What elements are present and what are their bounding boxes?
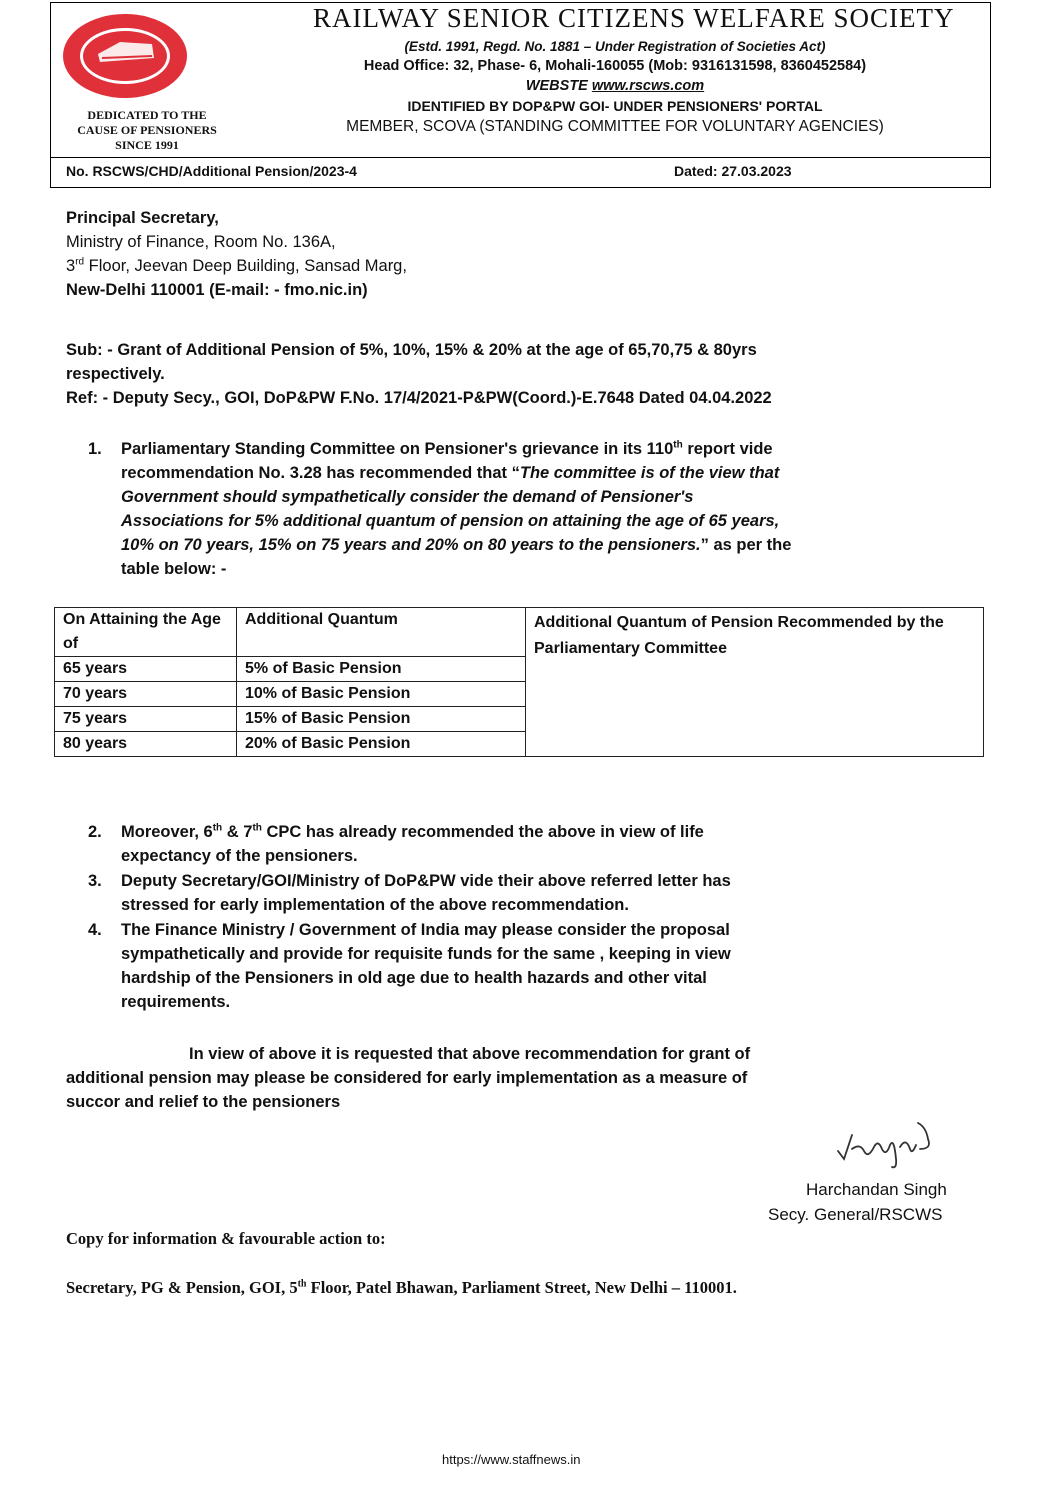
subject-line: respectively. bbox=[66, 365, 165, 383]
text-part: 3 bbox=[66, 257, 76, 275]
subject-line: Sub: - Grant of Additional Pension of 5%, 10%, 15% & 20% at the age of 65,70,75 & 80yrs bbox=[66, 341, 757, 359]
head-office-line: Head Office: 32, Phase- 6, Mohali-160055 (Mob: 9316131598, 8360452584) bbox=[363, 58, 867, 74]
closing-line: additional pension may please be considered for early implementation as a measure of bbox=[66, 1069, 748, 1087]
point-3 bbox=[88, 869, 731, 917]
text-part: ” as per the bbox=[700, 536, 792, 554]
table-header-row bbox=[55, 608, 984, 657]
dedicated-caption bbox=[52, 108, 242, 153]
identified-line: IDENTIFIED BY DOP&PW GOI- UNDER PENSIONERS' PORTAL bbox=[407, 98, 823, 114]
point-line: Deputy Secretary/GOI/Ministry of DoP&PW vide their above referred letter has bbox=[121, 872, 731, 890]
point-4 bbox=[88, 918, 731, 1014]
table-header-cell: Additional Quantum of Pension Recommended by the Parliamentary Committee bbox=[526, 608, 984, 757]
point-line bbox=[121, 533, 791, 557]
superscript: th bbox=[212, 822, 223, 834]
point-number: 4. bbox=[88, 921, 102, 939]
superscript: th bbox=[297, 1278, 307, 1290]
table-cell: 80 years bbox=[55, 732, 237, 757]
subject-block bbox=[66, 338, 772, 410]
point-line: requirements. bbox=[121, 993, 231, 1011]
estd-line: (Estd. 1991, Regd. No. 1881 – Under Registration of Societies Act) bbox=[404, 39, 826, 54]
letterhead-divider bbox=[50, 157, 991, 158]
addressee-block bbox=[66, 206, 407, 302]
point-line: table below: - bbox=[121, 560, 227, 578]
addressee-city: New-Delhi 110001 (E-mail: - fmo.nic.in) bbox=[66, 281, 368, 299]
copy-heading: Copy for information & favourable action to: bbox=[66, 1229, 386, 1248]
point-line: sympathetically and provide for requisite funds for the same , keeping in view bbox=[121, 945, 731, 963]
website-label: WEBSTE bbox=[525, 78, 592, 94]
handwritten-signature bbox=[830, 1115, 945, 1175]
point-line bbox=[121, 820, 704, 844]
quantum-table bbox=[54, 607, 984, 757]
text-part: & 7 bbox=[222, 823, 253, 841]
point-line bbox=[121, 461, 791, 485]
addressee-title: Principal Secretary, bbox=[66, 209, 219, 227]
text-part: Moreover, 6 bbox=[121, 823, 213, 841]
point-line bbox=[121, 437, 791, 461]
point-line: stressed for early implementation of the above recommendation. bbox=[121, 896, 629, 914]
point-line: The Finance Ministry / Government of India may please consider the proposal bbox=[121, 921, 730, 939]
table-cell: 10% of Basic Pension bbox=[237, 682, 526, 707]
date: Dated: 27.03.2023 bbox=[674, 163, 792, 179]
table-cell: 20% of Basic Pension bbox=[237, 732, 526, 757]
point-number: 1. bbox=[88, 440, 102, 458]
dedicated-line: DEDICATED TO THE bbox=[87, 108, 207, 122]
reference-line: Ref: - Deputy Secy., GOI, DoP&PW F.No. 17/4/2021-P&PW(Coord.)-E.7648 Dated 04.04.2022 bbox=[66, 389, 772, 407]
signatory-designation: Secy. General/RSCWS bbox=[768, 1205, 943, 1224]
reference-number: No. RSCWS/CHD/Additional Pension/2023-4 bbox=[66, 163, 357, 179]
addressee-line: Ministry of Finance, Room No. 136A, bbox=[66, 233, 336, 251]
superscript: th bbox=[673, 439, 683, 451]
addressee-line bbox=[66, 254, 407, 278]
dedicated-line: SINCE 1991 bbox=[115, 138, 179, 152]
text-part: recommendation No. 3.28 has recommended that “ bbox=[121, 464, 520, 482]
closing-line: succor and relief to the pensioners bbox=[66, 1093, 341, 1111]
quote-line: Associations for 5% additional quantum of pension on attaining the age of 65 years, bbox=[121, 512, 780, 530]
table-header-cell: On Attaining the Age of bbox=[55, 608, 237, 657]
text-part: report vide bbox=[682, 440, 773, 458]
point-1 bbox=[88, 437, 792, 581]
point-number: 3. bbox=[88, 872, 102, 890]
table-cell: 65 years bbox=[55, 657, 237, 682]
table-cell: 15% of Basic Pension bbox=[237, 707, 526, 732]
closing-paragraph bbox=[66, 1042, 750, 1114]
point-line: expectancy of the pensioners. bbox=[121, 847, 358, 865]
quote-line: Government should sympathetically consider the demand of Pensioner's bbox=[121, 488, 694, 506]
website-line bbox=[240, 78, 990, 94]
member-line: MEMBER, SCOVA (STANDING COMMITTEE FOR VOLUNTARY AGENCIES) bbox=[346, 118, 884, 135]
text-part: Parliamentary Standing Committee on Pensioner's grievance in its 110 bbox=[121, 440, 674, 458]
website-link[interactable]: www.rscws.com bbox=[591, 78, 705, 94]
point-line: hardship of the Pensioners in old age due to health hazards and other vital bbox=[121, 969, 707, 987]
closing-line: In view of above it is requested that above recommendation for grant of bbox=[189, 1045, 751, 1063]
text-part: Secretary, PG & Pension, GOI, 5 bbox=[66, 1278, 298, 1297]
table-cell: 75 years bbox=[55, 707, 237, 732]
copy-recipient bbox=[66, 1278, 737, 1298]
table-header-cell: Additional Quantum bbox=[237, 608, 526, 657]
text-part: Floor, Patel Bhawan, Parliament Street, New Delhi – 110001. bbox=[306, 1278, 737, 1297]
quote-text: The committee is of the view that bbox=[519, 464, 780, 482]
signatory-name: Harchandan Singh bbox=[806, 1180, 947, 1199]
superscript: th bbox=[252, 822, 262, 834]
superscript: rd bbox=[75, 256, 85, 268]
text-part: CPC has already recommended the above in view of life bbox=[261, 823, 704, 841]
table-cell: 70 years bbox=[55, 682, 237, 707]
quote-text: 10% on 70 years, 15% on 75 years and 20% on 80 years to the pensioners. bbox=[121, 536, 701, 554]
society-seal-logo bbox=[60, 12, 190, 100]
org-name: RAILWAY SENIOR CITIZENS WELFARE SOCIETY bbox=[313, 3, 955, 33]
point-2 bbox=[88, 820, 704, 868]
text-part: Floor, Jeevan Deep Building, Sansad Marg, bbox=[84, 257, 407, 275]
table-cell: 5% of Basic Pension bbox=[237, 657, 526, 682]
dedicated-line: CAUSE OF PENSIONERS bbox=[77, 123, 217, 137]
point-number: 2. bbox=[88, 823, 102, 841]
footer-url[interactable]: https://www.staffnews.in bbox=[442, 1452, 581, 1467]
